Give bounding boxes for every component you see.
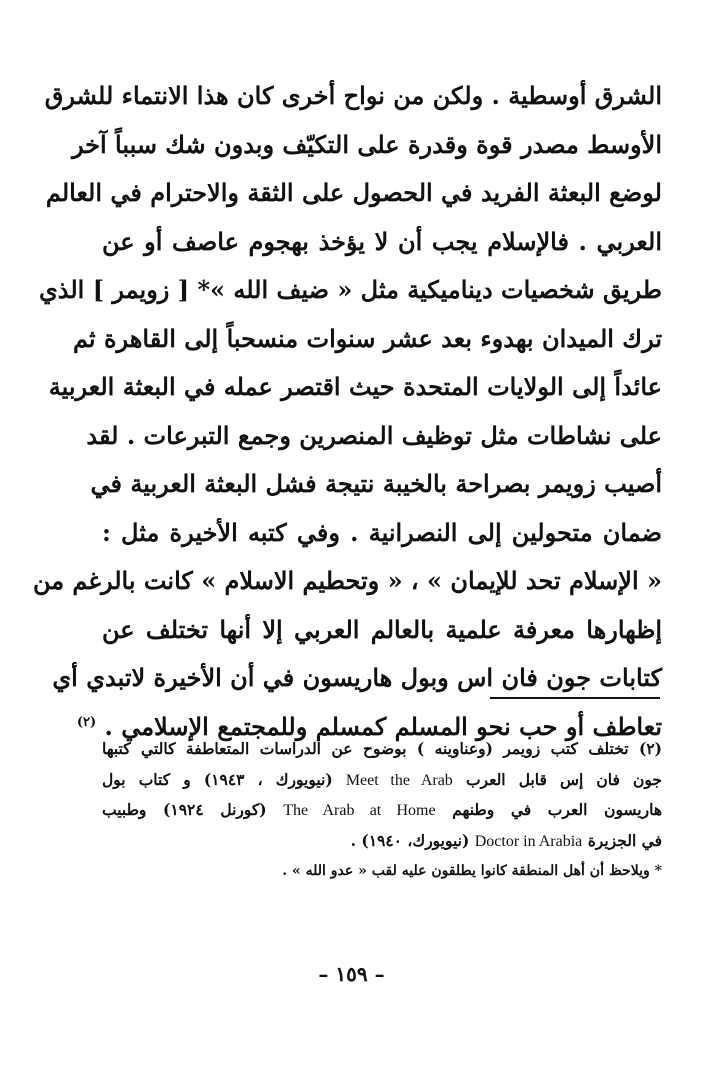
main-text: [32, 72, 662, 751]
footnote-line-2-end: (نيويورك ، ١٩٤٣) و كتاب بول: [102, 769, 333, 789]
footnotes: [102, 734, 662, 887]
footnote-line-1: (٢) تختلف كتب زويمر (وعناوينه ) بوضوح عن الدراسات المتعاطفة كالتي كتبها: [102, 739, 662, 758]
text-line-7: عائداً إلى الولايات المتحدة حيث اقتصر عمله في البعثة العربية: [48, 372, 662, 401]
text-line-13: كتابات جون فان اس وبول هاريسون في أن الأخيرة لاتبدي أي: [52, 663, 662, 692]
footnote-line-3-end: (كورنل ١٩٢٤) وطبيب: [102, 800, 267, 819]
text-line-6: ترك الميدان بهدوء بعد عشر سنوات منسحباً إلى القاهرة ثم: [72, 323, 662, 353]
text-line-10: ضمان متحولين إلى النصرانية . وفي كتبه الأخيرة مثل :: [102, 517, 662, 547]
text-line-12: إظهارها معرفة علمية بالعالم العربي إلا أنها تختلف عن: [102, 614, 662, 644]
footnote-line-3-start: هاريسون العرب في وطنهم: [452, 800, 662, 819]
text-line-3: لوضع البعثة الفريد في الحصول على الثقة والاحترام في العالم: [45, 178, 662, 207]
footnote-line-2-start: جون فان إس قابل العرب: [465, 769, 663, 789]
book-title-arab-at-home: The Arab at Home: [283, 802, 436, 819]
footnote-line-3: [102, 795, 662, 826]
text-line-1: الشرق أوسطية . ولكن من نواح أخرى كان هذا الانتماء للشرق: [44, 81, 662, 110]
footnote-line-2: [102, 765, 662, 796]
text-line-4: العربي . فالإسلام يجب أن لا يؤخذ بهجوم عاصف أو عن: [102, 226, 662, 256]
footnote-separator: [490, 697, 660, 699]
text-line-14-content: تعاطف أو حب نحو المسلم كمسلم وللمجتمع الإسلامي .: [104, 711, 662, 741]
text-line-5: طريق شخصيات ديناميكية مثل « ضيف الله »* [ زويمر ] الذي: [38, 275, 662, 304]
footnote-line-4-start: في الجزيرة: [587, 830, 662, 850]
text-line-9: أصيب زويمر بصراحة بالخيبة نتيجة فشل البعثة العربية في: [90, 469, 662, 498]
page-number: – ١٥٩ –: [318, 962, 385, 986]
text-line-8: على نشاطات مثل توظيف المنصرين وجمع التبرعات . لقد: [86, 420, 662, 450]
text-line-11: « الإسلام تحد للإيمان » ، « وتحطيم الاسلام » كانت بالرغم من: [32, 566, 662, 595]
footnote-line-4-end: (نيويورك، ١٩٤٠) .: [350, 830, 470, 850]
text-line-2: الأوسط مصدر قوة وقدرة على التكيّف وبدون شك سبباً آخر: [71, 129, 662, 159]
footnote-reference: (٢): [76, 714, 97, 730]
book-title-meet-the-arab: Meet the Arab: [345, 771, 453, 789]
asterisk-footnote: * ويلاحظ أن أهل المنطقة كانوا يطلقون عليه لقب « عدو الله » .: [282, 863, 662, 879]
book-title-doctor-in-arabia: Doctor in Arabia: [474, 832, 583, 850]
footnote-line-4: [102, 826, 662, 857]
